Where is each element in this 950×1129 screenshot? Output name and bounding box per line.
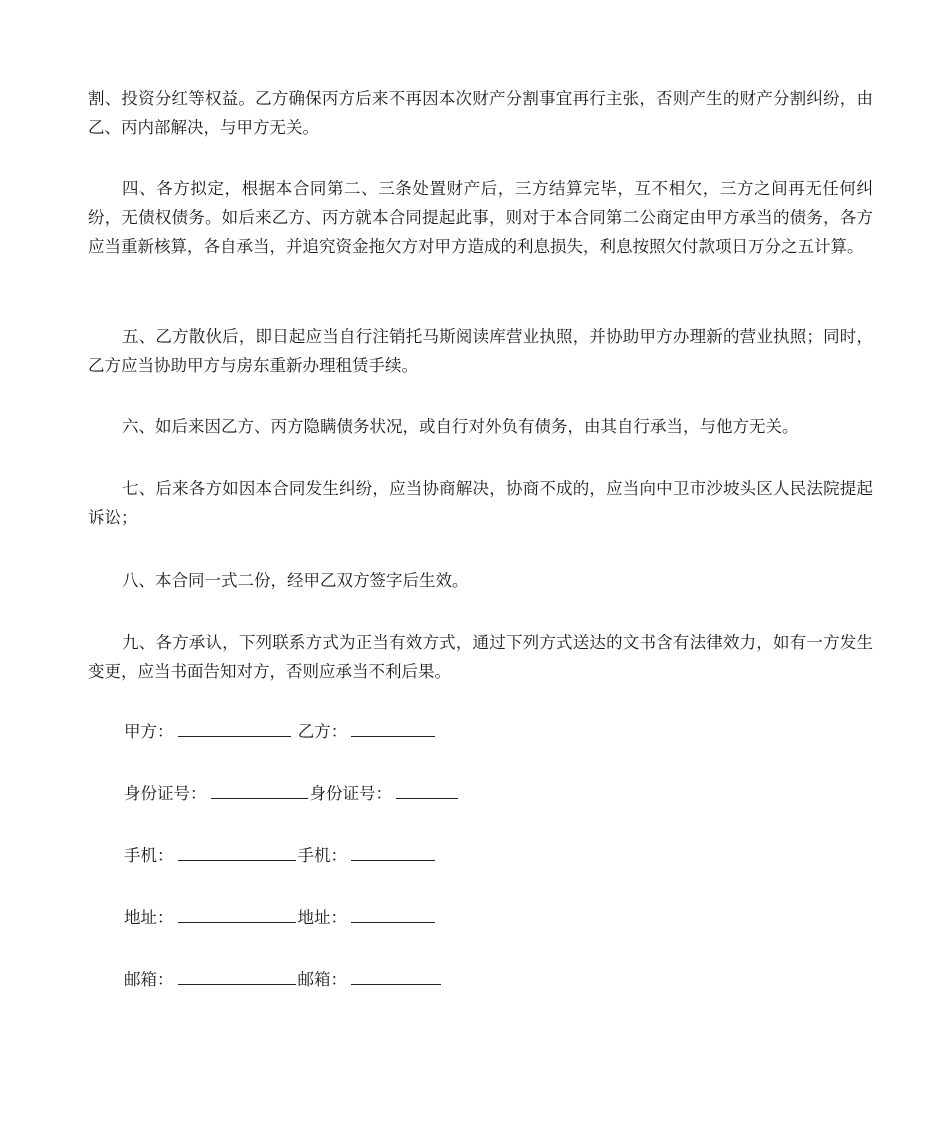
- phone-a-blank[interactable]: [178, 844, 296, 861]
- clause-8: 八、本合同一式二份，经甲乙双方签字后生效。: [122, 571, 469, 590]
- paragraph-continuation: 割、投资分红等权益。乙方确保丙方后来不再因本次财产分割事宜再行主张，否则产生的财产分割纠纷，由乙、丙内部解决，与甲方无关。: [88, 89, 873, 137]
- id-a-blank[interactable]: [211, 782, 308, 799]
- party-b-label: 乙方：: [297, 722, 348, 741]
- address-b-blank[interactable]: [351, 906, 435, 923]
- clause-9: 九、各方承认，下列联系方式为正当有效方式，通过下列方式送达的文书含有法律效力，如有一方发生变更，应当书面告知对方，否则应承当不利后果。: [88, 633, 873, 681]
- email-b-label: 邮箱：: [297, 970, 347, 989]
- id-number-row: [124, 782, 460, 806]
- clause-4: 四、各方拟定，根据本合同第二、三条处置财产后，三方结算完毕，互不相欠，三方之间再无任何纠纷，无债权债务。如后来乙方、丙方就本合同提起此事，则对于本合同第二公商定由甲方承当的债务，各方应当重新核算，各自承当，并追究资金拖欠方对甲方造成的利息损失，利息按照欠付款项日万分之五计算。: [88, 179, 873, 256]
- email-a-label: 邮箱：: [124, 970, 174, 989]
- email-a-blank[interactable]: [178, 968, 296, 985]
- clause-5: 五、乙方散伙后，即日起应当自行注销托马斯阅读库营业执照，并协助甲方办理新的营业执照；同时，乙方应当协助甲方与房东重新办理租赁手续。: [88, 327, 873, 375]
- email-row: [124, 968, 443, 992]
- party-row: [124, 720, 437, 744]
- id-b-blank[interactable]: [396, 782, 458, 799]
- address-row: [124, 906, 437, 930]
- clause-6: 六、如后来因乙方、丙方隐瞒债务状况，或自行对外负有债务，由其自行承当，与他方无关。: [122, 417, 799, 436]
- party-b-blank[interactable]: [351, 720, 435, 737]
- id-a-label: 身份证号：: [124, 784, 207, 803]
- id-b-label: 身份证号：: [309, 784, 392, 803]
- address-a-blank[interactable]: [178, 906, 296, 923]
- phone-a-label: 手机：: [124, 846, 174, 865]
- phone-b-blank[interactable]: [351, 844, 435, 861]
- party-a-blank[interactable]: [178, 720, 291, 737]
- address-b-label: 地址：: [297, 908, 347, 927]
- clause-7: 七、后来各方如因本合同发生纠纷，应当协商解决，协商不成的，应当向中卫市沙坡头区人民法院提起诉讼；: [88, 479, 873, 527]
- address-a-label: 地址：: [124, 908, 174, 927]
- phone-row: [124, 844, 437, 868]
- party-a-label: 甲方：: [124, 722, 174, 741]
- phone-b-label: 手机：: [297, 846, 347, 865]
- email-b-blank[interactable]: [351, 968, 441, 985]
